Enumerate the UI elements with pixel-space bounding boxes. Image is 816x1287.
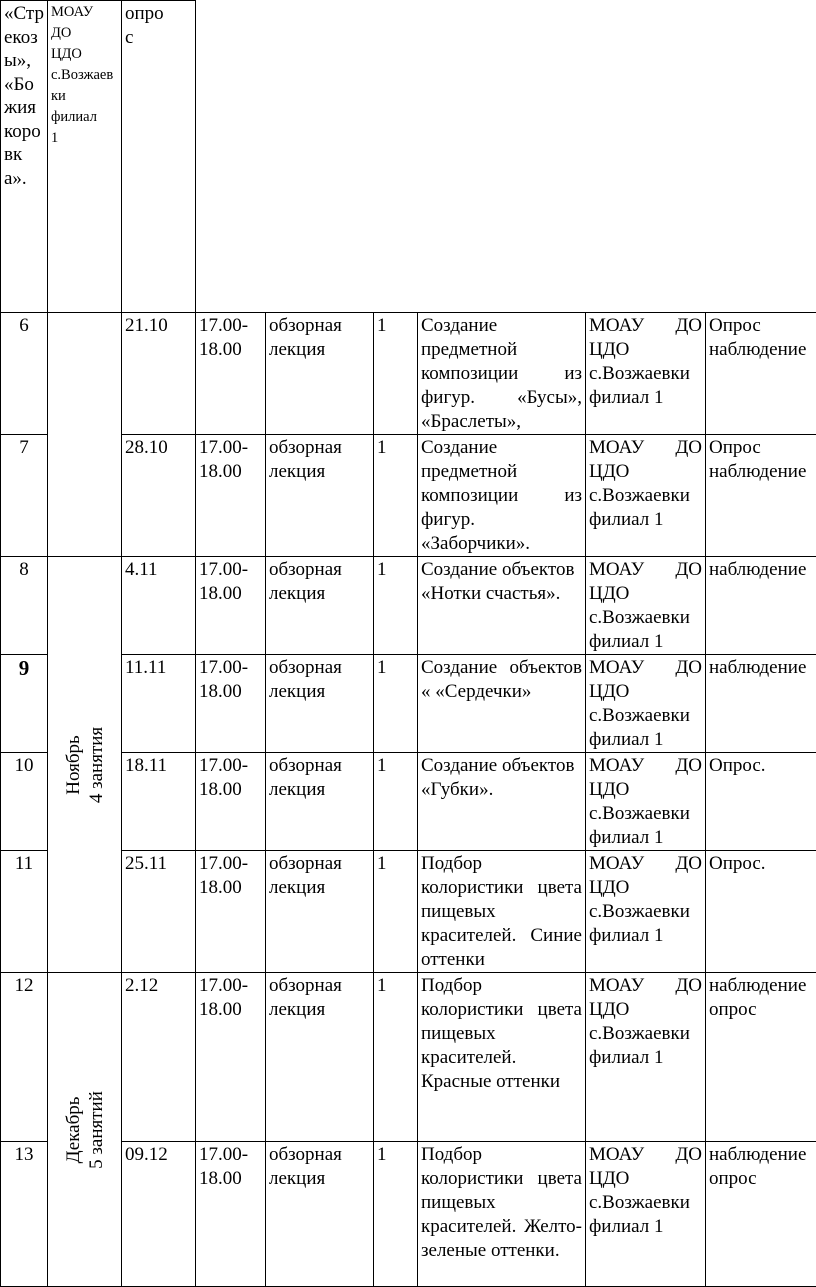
row-date: 2.12 <box>122 973 196 1142</box>
row-control: наблюдение <box>706 557 816 655</box>
row-control: наблюдение опрос <box>706 1142 816 1287</box>
top-control-cell <box>122 1 196 313</box>
row-time: 17.00-18.00 <box>196 851 266 973</box>
row-topic: Создание объектов « «Сердечки» <box>418 655 586 753</box>
row-number: 9 <box>1 655 48 753</box>
venue-text: ЦДО <box>589 338 702 362</box>
venue-text: МОАУ <box>589 558 644 582</box>
row-date: 18.11 <box>122 753 196 851</box>
row-form: обзорная лекция <box>266 1142 374 1287</box>
row-control: наблюдение <box>706 655 816 753</box>
venue-text: ЦДО <box>589 582 702 606</box>
venue-text: с.Возжаевки <box>589 1022 702 1046</box>
venue-text: МОАУ <box>589 1143 644 1167</box>
month-label-december <box>62 1091 108 1169</box>
month-cell-december <box>48 973 122 1287</box>
row-hours: 1 <box>374 435 418 557</box>
venue-text: ЦДО <box>589 778 702 802</box>
row-venue <box>586 435 706 557</box>
venue-text: ДО <box>675 754 702 778</box>
row-time: 17.00-18.00 <box>196 557 266 655</box>
row-form: обзорная лекция <box>266 851 374 973</box>
row-topic: Подбор колористики цвета пищевых красителей. Красные оттенки <box>418 973 586 1142</box>
table-row <box>1 435 816 557</box>
venue-text: ДО <box>675 656 702 680</box>
row-date: 28.10 <box>122 435 196 557</box>
venue-text: ДО <box>675 436 702 460</box>
row-date: 25.11 <box>122 851 196 973</box>
table-row <box>1 753 816 851</box>
venue-text: филиал 1 <box>589 1215 702 1239</box>
row-venue <box>586 753 706 851</box>
table-row <box>1 655 816 753</box>
row-form: обзорная лекция <box>266 557 374 655</box>
venue-text: филиал 1 <box>589 728 702 752</box>
row-number: 11 <box>1 851 48 973</box>
month-count: 4 занятия <box>85 726 108 802</box>
row-topic: Создание объектов «Нотки счастья». <box>418 557 586 655</box>
row-number: 10 <box>1 753 48 851</box>
row-form: обзорная лекция <box>266 655 374 753</box>
month-name: Декабрь <box>62 1091 85 1169</box>
venue-text: с.Возжаевки <box>589 484 702 508</box>
venue-text: МОАУ <box>589 974 644 998</box>
row-venue <box>586 655 706 753</box>
month-count: 5 занятий <box>85 1091 108 1169</box>
top-venue-cell <box>48 1 122 313</box>
venue-text: с.Возжаевки <box>589 704 702 728</box>
row-form: обзорная лекция <box>266 313 374 435</box>
top-venue-line: 1 <box>51 128 118 149</box>
venue-text: ДО <box>675 558 702 582</box>
venue-text: филиал 1 <box>589 826 702 850</box>
row-time: 17.00-18.00 <box>196 435 266 557</box>
row-venue <box>586 313 706 435</box>
row-control: Опрос. <box>706 753 816 851</box>
table-row <box>1 557 816 655</box>
venue-text: ДО <box>675 974 702 998</box>
row-hours: 1 <box>374 851 418 973</box>
venue-text: ДО <box>675 852 702 876</box>
row-form: обзорная лекция <box>266 973 374 1142</box>
row-time: 17.00-18.00 <box>196 655 266 753</box>
group-name: «Стрекозы», «Божия коровка». <box>4 2 44 190</box>
row-date: 11.11 <box>122 655 196 753</box>
top-venue-line: филиал <box>51 107 118 128</box>
top-control: опрос <box>125 2 169 50</box>
row-date: 09.12 <box>122 1142 196 1287</box>
row-control: Опрос. <box>706 851 816 973</box>
venue-text: ДО <box>675 314 702 338</box>
table-row <box>1 851 816 973</box>
venue-text: МОАУ <box>589 656 644 680</box>
row-number: 8 <box>1 557 48 655</box>
venue-text: филиал 1 <box>589 630 702 654</box>
row-hours: 1 <box>374 753 418 851</box>
venue-text: филиал 1 <box>589 924 702 948</box>
venue-text: филиал 1 <box>589 386 702 410</box>
table-row <box>1 973 816 1142</box>
venue-text: с.Возжаевки <box>589 802 702 826</box>
row-hours: 1 <box>374 313 418 435</box>
row-time: 17.00-18.00 <box>196 313 266 435</box>
month-cell-november <box>48 557 122 973</box>
row-number: 6 <box>1 313 48 435</box>
row-date: 21.10 <box>122 313 196 435</box>
row-time: 17.00-18.00 <box>196 973 266 1142</box>
group-name-cell <box>1 1 48 313</box>
blank-area <box>196 1 816 313</box>
venue-text: ЦДО <box>589 460 702 484</box>
row-venue <box>586 1142 706 1287</box>
row-venue <box>586 851 706 973</box>
top-venue-line: с.Возжаевки <box>51 65 118 107</box>
row-hours: 1 <box>374 655 418 753</box>
venue-text: ДО <box>675 1143 702 1167</box>
month-name: Ноябрь <box>62 726 85 802</box>
row-time: 17.00-18.00 <box>196 1142 266 1287</box>
row-topic: Создание объектов «Губки». <box>418 753 586 851</box>
row-venue <box>586 557 706 655</box>
row-hours: 1 <box>374 557 418 655</box>
row-hours: 1 <box>374 1142 418 1287</box>
row-topic: Создание предметной композиции из фигур. «Заборчики». <box>418 435 586 557</box>
venue-text: ЦДО <box>589 998 702 1022</box>
row-hours: 1 <box>374 973 418 1142</box>
row-control: Опрос наблюдение <box>706 313 816 435</box>
row-topic: Подбор колористики цвета пищевых красителей. Синие оттенки <box>418 851 586 973</box>
row-control: наблюдение опрос <box>706 973 816 1142</box>
row-venue <box>586 973 706 1142</box>
row-number: 7 <box>1 435 48 557</box>
top-venue-line: МОАУ <box>51 2 118 23</box>
row-topic: Подбор колористики цвета пищевых красителей. Желто-зеленые оттенки. <box>418 1142 586 1287</box>
top-venue-line: ЦДО <box>51 44 118 65</box>
table-row-top <box>1 1 816 313</box>
venue-text: ЦДО <box>589 1167 702 1191</box>
table-row <box>1 313 816 435</box>
venue-text: МОАУ <box>589 436 644 460</box>
venue-text: МОАУ <box>589 754 644 778</box>
month-label-november <box>62 726 108 802</box>
venue-text: ЦДО <box>589 680 702 704</box>
row-control: Опрос наблюдение <box>706 435 816 557</box>
row-form: обзорная лекция <box>266 435 374 557</box>
venue-text: с.Возжаевки <box>589 606 702 630</box>
venue-text: с.Возжаевки <box>589 1191 702 1215</box>
row-form: обзорная лекция <box>266 753 374 851</box>
row-number: 13 <box>1 1142 48 1287</box>
row-time: 17.00-18.00 <box>196 753 266 851</box>
venue-text: ЦДО <box>589 876 702 900</box>
row-date: 4.11 <box>122 557 196 655</box>
venue-text: МОАУ <box>589 852 644 876</box>
venue-text: с.Возжаевки <box>589 362 702 386</box>
table-row <box>1 1142 816 1287</box>
row-topic: Создание предметной композиции из фигур. «Бусы», «Браслеты», <box>418 313 586 435</box>
venue-text: с.Возжаевки <box>589 900 702 924</box>
top-venue-line: ДО <box>51 23 118 44</box>
row-number: 12 <box>1 973 48 1142</box>
venue-text: МОАУ <box>589 314 644 338</box>
venue-text: филиал 1 <box>589 508 702 532</box>
venue-text: филиал 1 <box>589 1046 702 1070</box>
month-cell-october <box>48 313 122 557</box>
